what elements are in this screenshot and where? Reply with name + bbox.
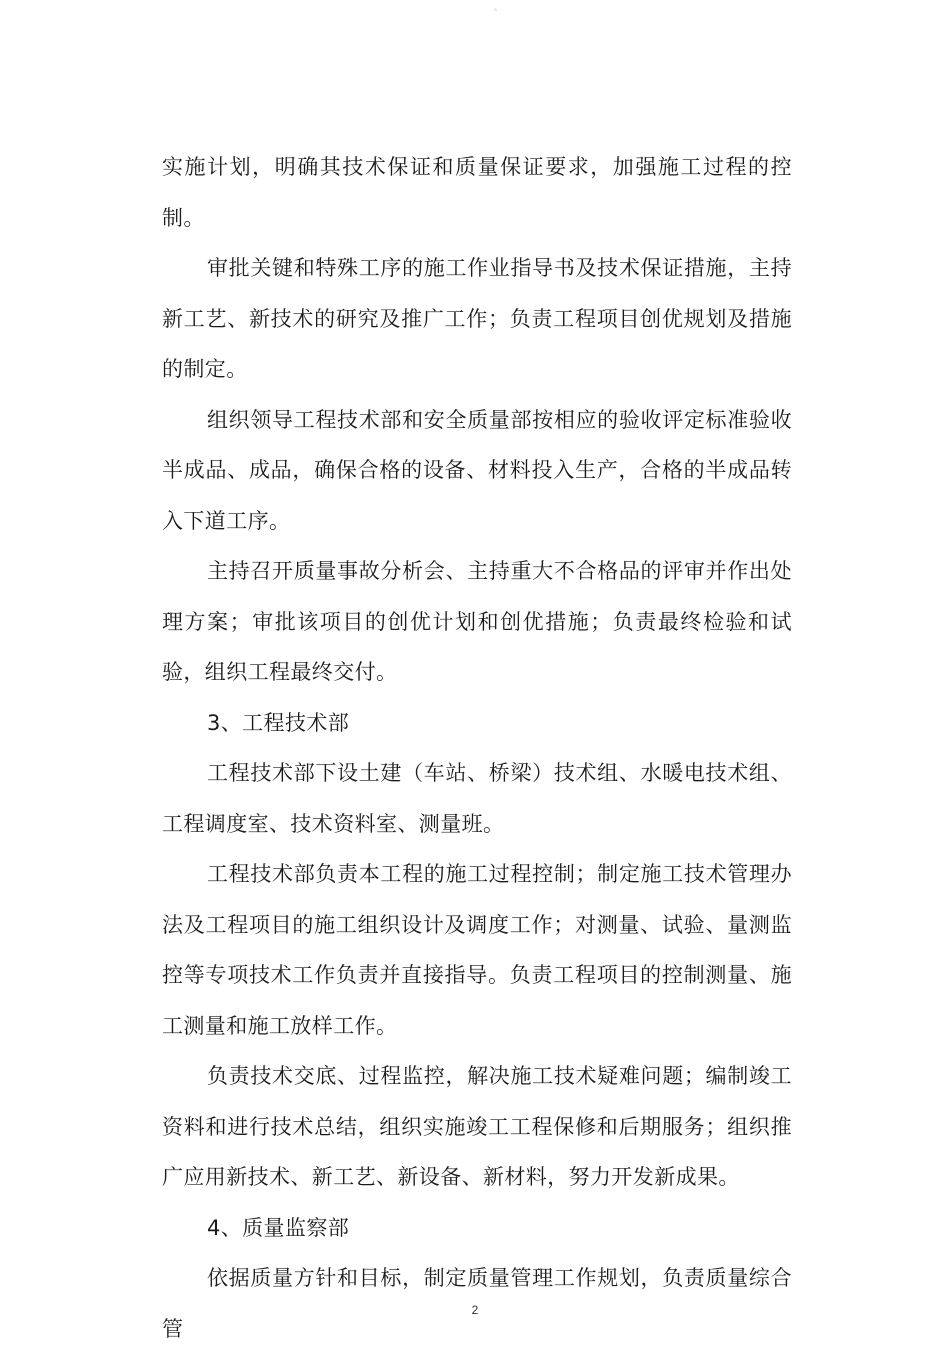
header-mark: 。 bbox=[494, 3, 502, 12]
section-heading-engineering-dept: 3、工程技术部 bbox=[207, 710, 350, 735]
document-body bbox=[162, 142, 792, 1354]
paragraph-engineering-duties: 工程技术部负责本工程的施工过程控制；制定施工技术管理办法及工程项目的施工组织设计及调度工作；对测量、试验、量测监控等专项技术工作负责并直接指导。负责工程项目的控制测量、施工测量和施工放样工作。 bbox=[162, 862, 792, 1038]
paragraph-quality-accident: 主持召开质量事故分析会、主持重大不合格品的评审并作出处理方案；审批该项目的创优计划和创优措施；负责最终检验和试验，组织工程最终交付。 bbox=[162, 559, 792, 684]
paragraph-continuation: 实施计划，明确其技术保证和质量保证要求，加强施工过程的控制。 bbox=[162, 155, 792, 230]
page-number: 2 bbox=[471, 1303, 479, 1317]
paragraph-technical-briefing: 负责技术交底、过程监控，解决施工技术疑难问题；编制竣工资料和进行技术总结，组织实施竣工工程保修和后期服务；组织推广应用新技术、新工艺、新设备、新材料，努力开发新成果。 bbox=[162, 1064, 792, 1189]
section-heading-quality-dept: 4、质量监察部 bbox=[207, 1215, 350, 1240]
paragraph-quality-policy: 依据质量方针和目标，制定质量管理工作规划，负责质量综合管 bbox=[162, 1266, 792, 1341]
paragraph-approve-procedures: 审批关键和特殊工序的施工作业指导书及技术保证措施，主持新工艺、新技术的研究及推广工作；负责工程项目创优规划及措施的制定。 bbox=[162, 256, 792, 381]
paragraph-organize-acceptance: 组织领导工程技术部和安全质量部按相应的验收评定标准验收半成品、成品，确保合格的设备、材料投入生产，合格的半成品转入下道工序。 bbox=[162, 407, 792, 533]
paragraph-engineering-structure: 工程技术部下设土建（车站、桥梁）技术组、水暖电技术组、工程调度室、技术资料室、测量班。 bbox=[162, 761, 792, 836]
